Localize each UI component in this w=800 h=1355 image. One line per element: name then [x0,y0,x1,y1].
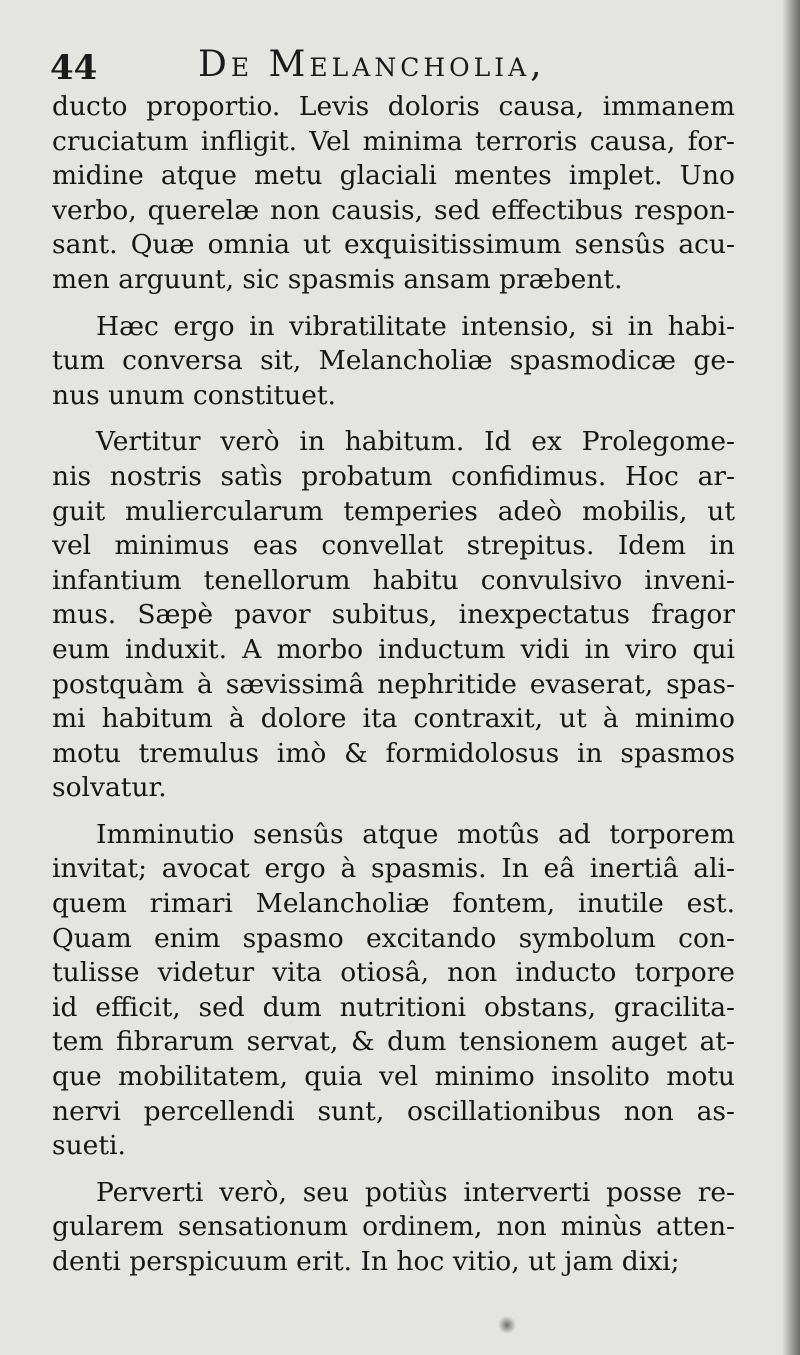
text-line: id efficit, sed dum nutritioni obstans, gracilita- [52,991,735,1023]
paragraph-gap [52,413,735,425]
paragraph [52,310,735,414]
paragraph-gap [52,298,735,310]
text-line: denti perspicuum erit. In hoc vitio, ut jam dixi; [52,1246,680,1277]
body-text [52,90,735,1280]
text-line: tulisse videtur vita otiosâ, non inducto torpore [52,957,735,989]
text-line: midine atque metu glaciali mentes implet. Uno [52,160,735,192]
text-line: nis nostris satìs probatum confidimus. Hoc ar- [52,460,735,492]
text-line: nervi percellendi sunt, oscillationibus non as- [52,1095,735,1127]
text-line: Quam enim spasmo excitando symbolum con- [52,922,735,954]
paragraph-gap [52,806,735,818]
running-title: De Melancholia, [198,44,546,85]
text-line: quem rimari Melancholiæ fontem, inutile est. [52,888,735,920]
text-line: gularem sensationum ordinem, non minùs atten- [52,1211,735,1243]
text-line: solvatur. [52,772,167,804]
text-line: men arguunt, sic spasmis ansam præbent. [52,263,623,295]
text-line: tum conversa sit, Melancholiæ spasmodicæ ge- [52,345,735,377]
page-edge-shadow [782,0,800,1355]
text-line: ducto proportio. Levis doloris causa, immanem [52,91,735,122]
text-line: Vertitur verò in habitum. Id ex Prolegome- [96,426,735,458]
text-line: nus unum constituet. [52,379,336,411]
text-line: motu tremulus imò & formidolosus in spasmos [52,737,735,769]
page-number: 44 [50,48,98,88]
text-line: Imminutio sensûs atque motûs ad torporem [96,818,735,850]
paragraph [52,425,735,806]
text-line: vel minimus eas convellat strepitus. Idem in [52,530,735,562]
text-line: tem fibrarum servat, & dum tensionem auget at- [52,1026,735,1058]
text-line: infantium tenellorum habitu convulsivo inveni- [52,564,735,596]
text-line: sueti. [52,1130,126,1162]
paragraph [52,90,735,298]
text-line: sant. Quæ omnia ut exquisitissimum sensûs acu- [52,229,735,261]
text-line: que mobilitatem, quia vel minimo insolito motu [52,1061,735,1093]
text-line: cruciatum infligit. Vel minima terroris causa, for- [52,125,735,157]
paragraph-gap [52,1164,735,1176]
text-line: mus. Sæpè pavor subitus, inexpectatus fragor [52,599,735,631]
page-header [50,40,750,96]
text-line: postquàm à sævissimâ nephritide evaserat, spas- [52,668,735,700]
text-line: Perverti verò, seu potiùs interverti posse re- [96,1176,735,1208]
ink-smudge [498,1316,516,1334]
paragraph [52,1176,735,1280]
text-line: guit muliercularum temperies adeò mobilis, ut [52,495,735,527]
text-line: invitat; avocat ergo à spasmis. In eâ inertiâ ali- [52,853,735,885]
text-line: eum induxit. A morbo inductum vidi in viro qui [52,633,735,665]
text-line: Hæc ergo in vibratilitate intensio, si in habi- [96,310,735,342]
text-line: verbo, querelæ non causis, sed effectibus respon- [52,194,735,226]
paragraph [52,818,735,1164]
text-line: mi habitum à dolore ita contraxit, ut à minimo [52,703,735,735]
